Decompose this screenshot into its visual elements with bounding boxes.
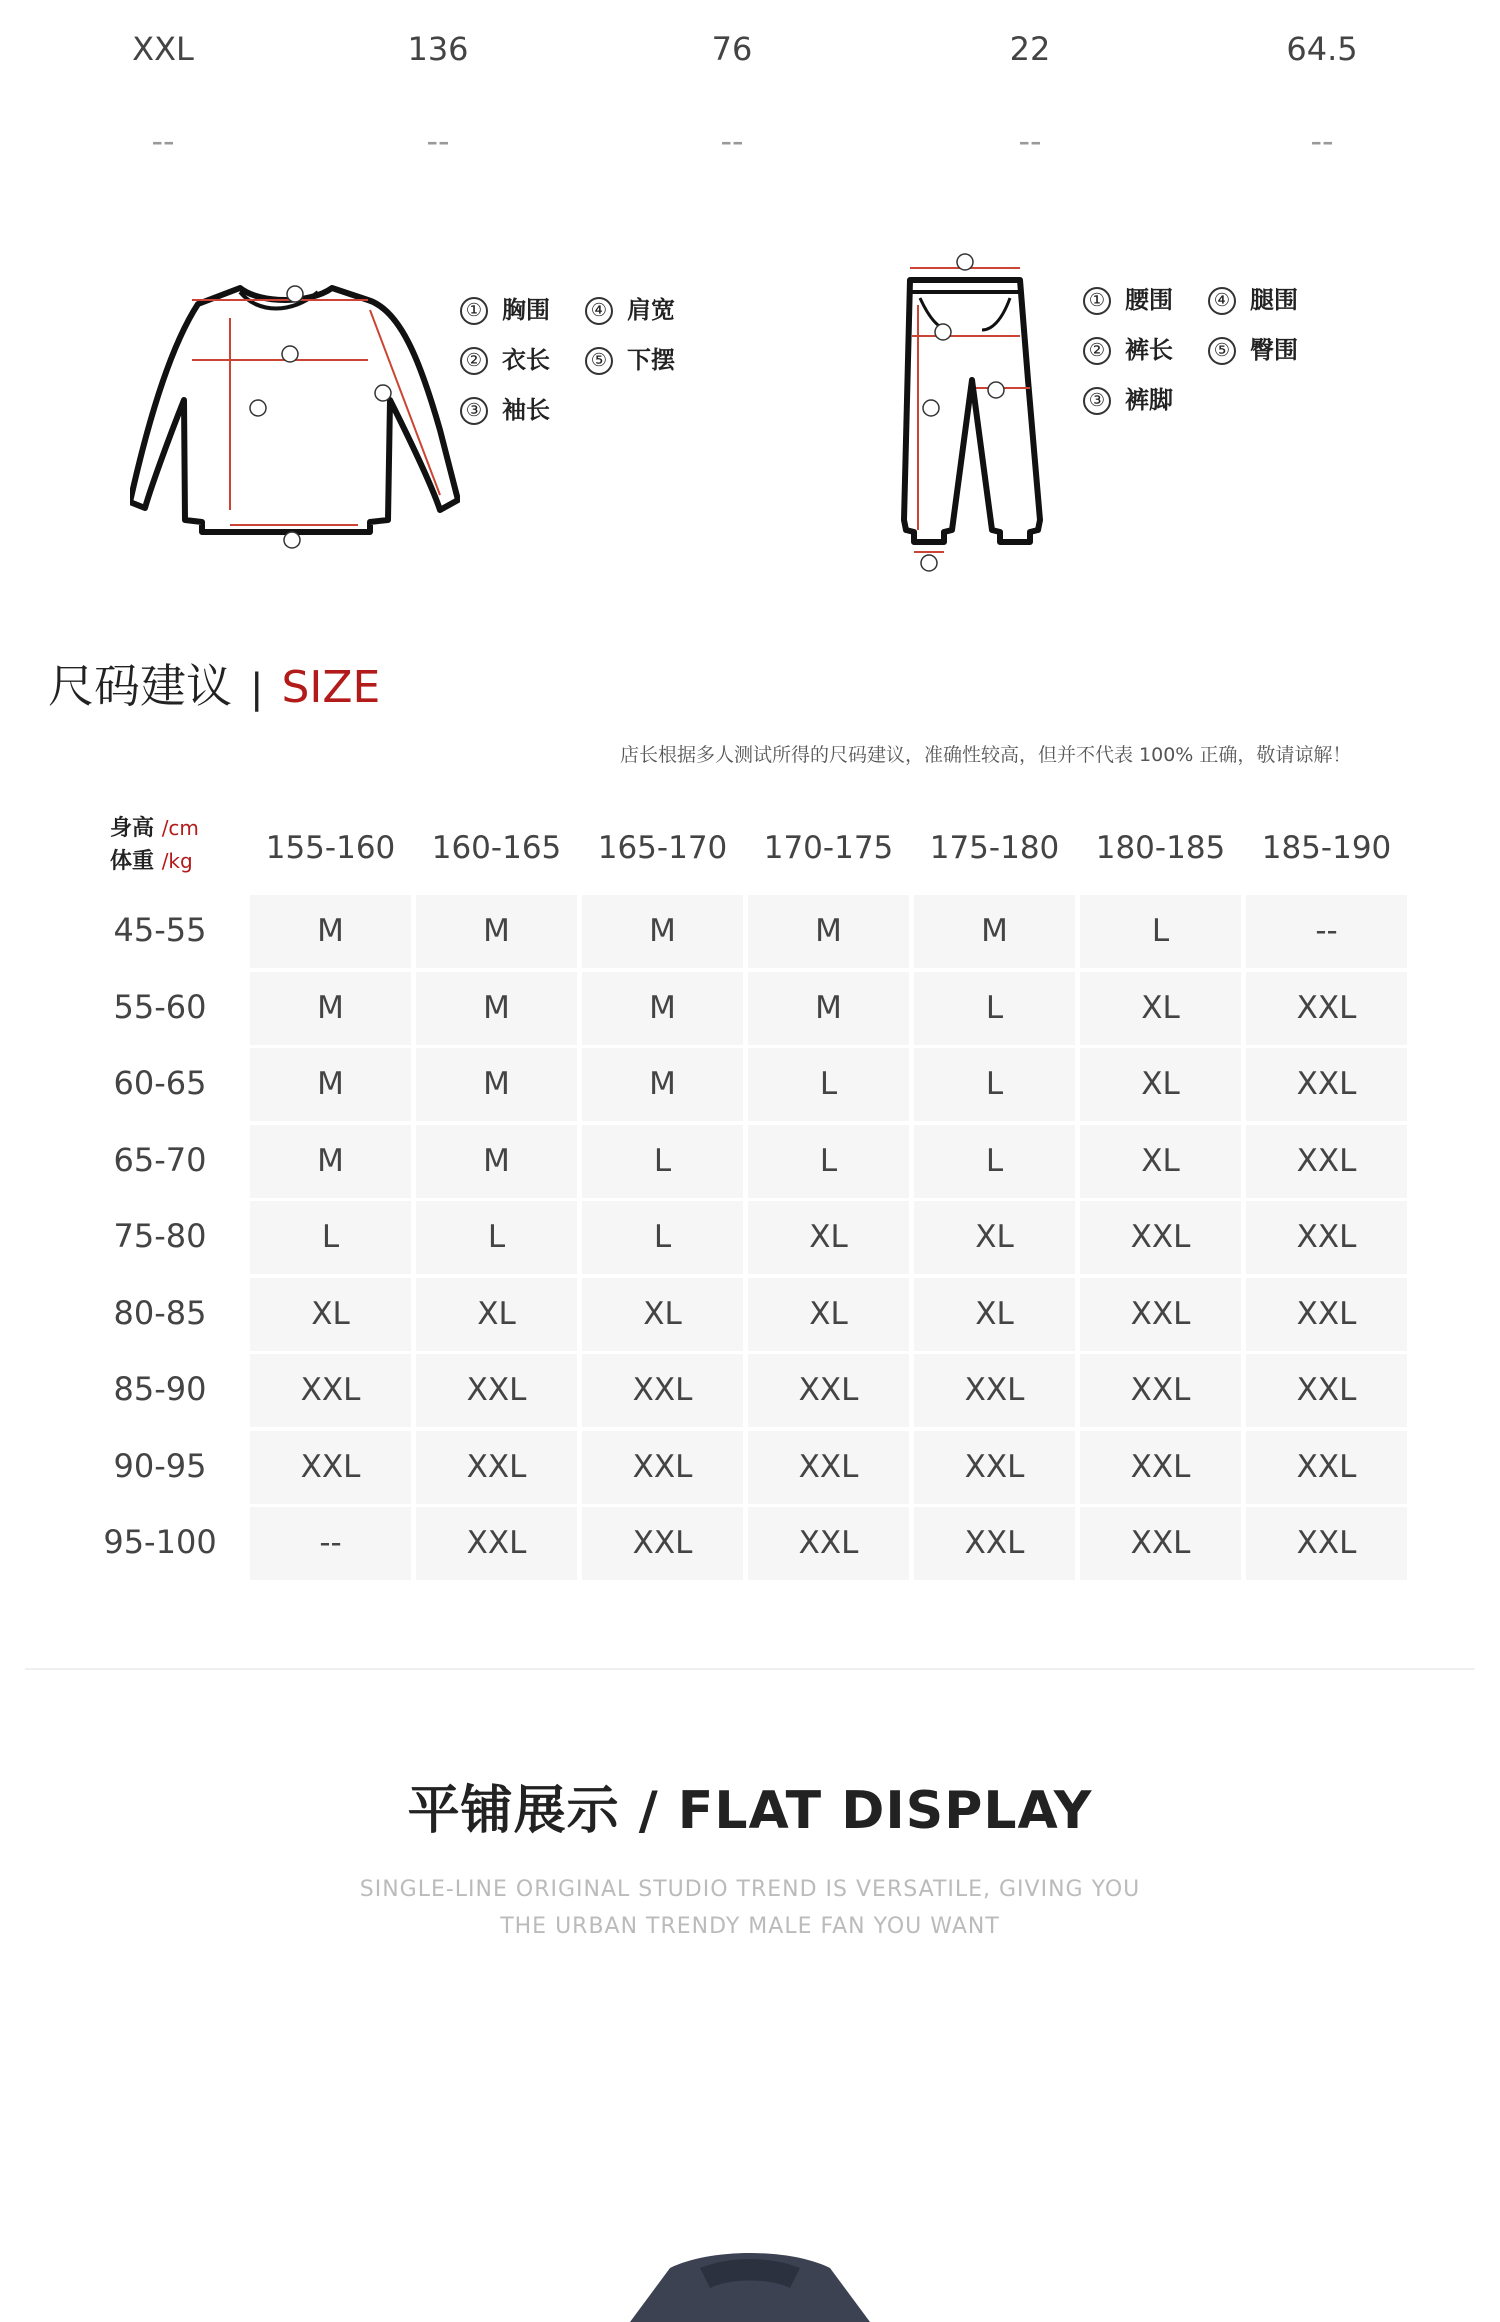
height-column-header: 185-190 (1261, 830, 1392, 866)
size-cell: M (250, 972, 411, 1045)
legend-item: ⑤ 臀围 (1208, 330, 1298, 365)
size-cell: XXL (582, 1354, 743, 1427)
weight-row-header: 75-80 (113, 1217, 207, 1255)
size-cell: XXL (582, 1431, 743, 1504)
size-cell: XL (748, 1201, 909, 1274)
legend-item: ① 胸围 (460, 290, 550, 325)
height-column-header: 175-180 (929, 830, 1060, 866)
weight-row-header: 90-95 (113, 1446, 207, 1485)
size-cell: M (748, 972, 909, 1045)
legend-item: ④ 肩宽 (585, 290, 675, 325)
size-cell: XXL (1246, 1048, 1407, 1121)
size-cell: M (416, 972, 577, 1045)
size-cell: XL (582, 1278, 743, 1351)
size-cell: XXL (914, 1431, 1075, 1504)
top-cell: -- (1310, 122, 1334, 160)
size-cell: XXL (250, 1431, 411, 1504)
size-cell: L (914, 1048, 1075, 1121)
top-cell: 64.5 (1286, 30, 1358, 68)
size-cell: XXL (1246, 972, 1407, 1045)
top-cell: 136 (407, 30, 469, 68)
size-cell: XXL (1080, 1431, 1241, 1504)
size-cell: M (250, 1048, 411, 1121)
size-cell: XXL (1080, 1354, 1241, 1427)
table-corner: 身高 /cm 体重 /kg (110, 816, 199, 874)
size-cell: XL (1080, 1048, 1241, 1121)
height-column-header: 160-165 (431, 830, 562, 866)
size-cell: XXL (914, 1507, 1075, 1580)
legend-item: ① 腰围 (1083, 280, 1173, 315)
size-cell: M (416, 1125, 577, 1198)
legend-item: ② 衣长 (460, 340, 550, 375)
size-title-cn: 尺码建议 (48, 659, 232, 713)
sweater-diagram (130, 270, 460, 560)
size-cell: L (582, 1125, 743, 1198)
size-cell: L (416, 1201, 577, 1274)
weight-row-header: 55-60 (113, 987, 207, 1026)
size-cell: XXL (748, 1431, 909, 1504)
size-cell: XL (914, 1278, 1075, 1351)
top-cell: -- (720, 122, 744, 160)
size-cell: M (416, 1048, 577, 1121)
top-cell: -- (426, 122, 450, 160)
size-cell: XL (914, 1201, 1075, 1274)
size-cell: M (582, 972, 743, 1045)
garment-photo-top (600, 2248, 900, 2322)
size-cell: XXL (1080, 1278, 1241, 1351)
size-cell: -- (1246, 895, 1407, 968)
size-note: 店长根据多人测试所得的尺码建议，准确性较高，但并不代表 100% 正确，敬请谅解！ (620, 744, 1352, 766)
size-cell: XXL (1246, 1354, 1407, 1427)
size-cell: L (250, 1201, 411, 1274)
top-cell: 76 (711, 30, 753, 68)
size-cell: L (1080, 895, 1241, 968)
size-cell: L (914, 972, 1075, 1045)
size-cell: XXL (1080, 1201, 1241, 1274)
size-cell: XL (748, 1278, 909, 1351)
size-cell: L (748, 1125, 909, 1198)
size-cell: XXL (1246, 1125, 1407, 1198)
legend-item: ④ 腿围 (1208, 280, 1298, 315)
legend-item: ③ 袖长 (460, 390, 550, 425)
size-cell: XXL (582, 1507, 743, 1580)
height-column-header: 155-160 (265, 830, 396, 866)
size-cell: XL (416, 1278, 577, 1351)
size-title-separator: | (250, 666, 264, 712)
size-cell: XL (1080, 972, 1241, 1045)
size-cell: M (416, 895, 577, 968)
size-cell: XL (1080, 1125, 1241, 1198)
size-cell: XXL (748, 1507, 909, 1580)
size-cell: -- (250, 1507, 411, 1580)
height-column-header: 170-175 (763, 830, 894, 866)
size-cell: M (582, 895, 743, 968)
legend-item: ② 裤长 (1083, 330, 1173, 365)
height-column-header: 180-185 (1095, 830, 1226, 866)
top-cell: 22 (1009, 30, 1051, 68)
size-cell: XXL (1246, 1507, 1407, 1580)
size-cell: XXL (1246, 1278, 1407, 1351)
size-cell: XXL (416, 1431, 577, 1504)
legend-item: ⑤ 下摆 (585, 340, 675, 375)
size-cell: L (748, 1048, 909, 1121)
size-cell: XXL (914, 1354, 1075, 1427)
weight-row-header: 95-100 (103, 1523, 217, 1561)
weight-row-header: 65-70 (113, 1140, 207, 1179)
height-column-header: 165-170 (597, 830, 728, 866)
section-divider (25, 1668, 1475, 1670)
weight-row-header: 45-55 (113, 911, 207, 949)
size-cell: XXL (1080, 1507, 1241, 1580)
size-cell: XXL (1246, 1201, 1407, 1274)
weight-row-header: 85-90 (113, 1370, 207, 1408)
weight-row-header: 60-65 (113, 1064, 207, 1102)
legend-item: ③ 裤脚 (1083, 380, 1173, 415)
size-cell: XXL (1246, 1431, 1407, 1504)
size-cell: M (582, 1048, 743, 1121)
size-cell: XXL (416, 1354, 577, 1427)
flat-display-subtitle-2: THE URBAN TRENDY MALE FAN YOU WANT (500, 1914, 1000, 1939)
size-cell: L (914, 1125, 1075, 1198)
flat-display-title: 平铺展示 / FLAT DISPLAY (407, 1781, 1093, 1841)
size-cell: M (250, 1125, 411, 1198)
size-cell: XXL (748, 1354, 909, 1427)
weight-row-header: 80-85 (113, 1293, 207, 1332)
size-cell: XXL (416, 1507, 577, 1580)
size-cell: M (914, 895, 1075, 968)
size-cell: L (582, 1201, 743, 1274)
size-cell: M (250, 895, 411, 968)
top-cell: XXL (132, 30, 194, 68)
size-cell: XXL (250, 1354, 411, 1427)
top-cell: -- (1018, 122, 1042, 160)
size-cell: XL (250, 1278, 411, 1351)
size-title-en: SIZE (281, 662, 381, 713)
pants-diagram (880, 250, 1060, 580)
size-cell: M (748, 895, 909, 968)
top-cell: -- (151, 122, 175, 160)
flat-display-subtitle-1: SINGLE-LINE ORIGINAL STUDIO TREND IS VERSATILE, GIVING YOU (359, 1877, 1141, 1902)
size-section-title (48, 650, 380, 716)
